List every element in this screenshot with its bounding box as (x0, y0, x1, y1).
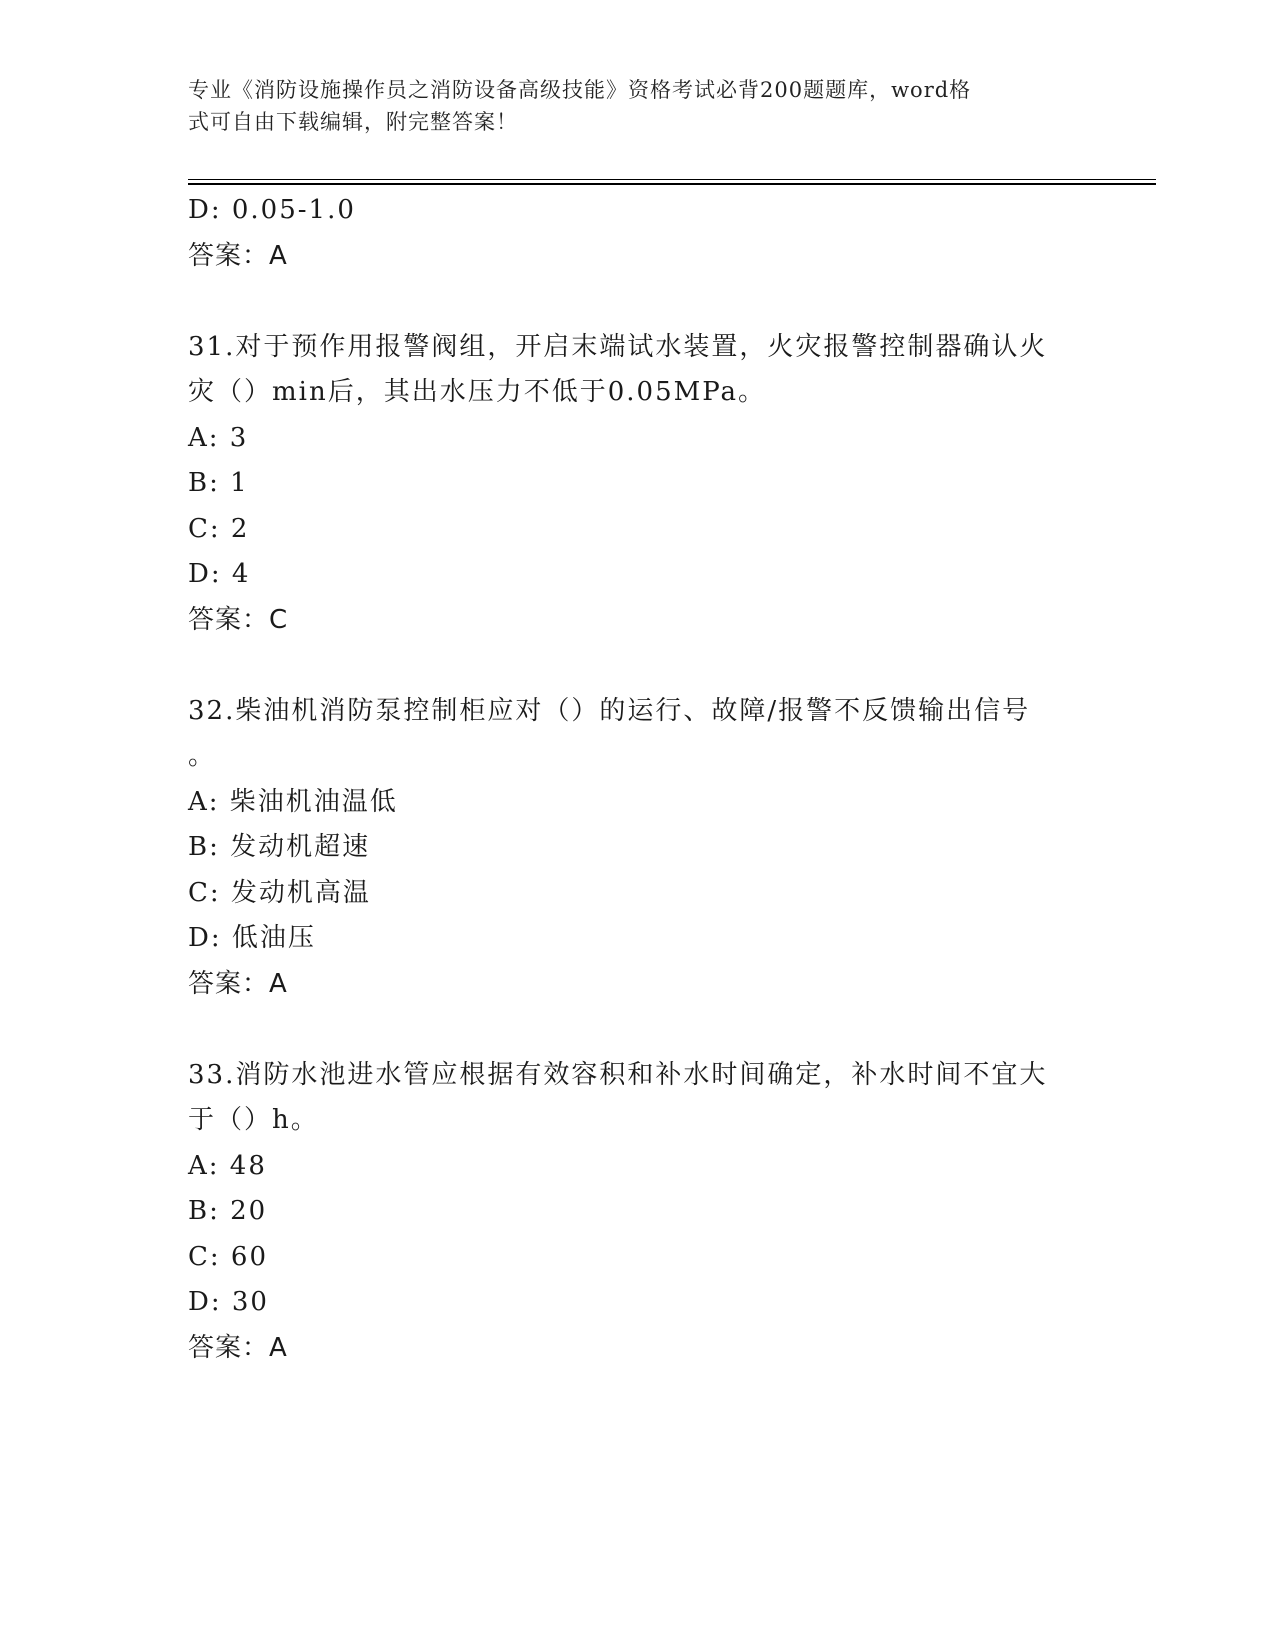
spacer (188, 1007, 1088, 1053)
option-a: A: 柴油机油温低 (188, 786, 398, 817)
option-d: D: 30 (188, 1287, 269, 1317)
question-text-line: 于（）h。 (188, 1105, 319, 1135)
question-text-line: 31.对于预作用报警阀组，开启末端试水装置，火灾报警控制器确认火 (188, 331, 1048, 362)
option-a: A: 3 (188, 422, 249, 453)
question-text-line: 32.柴油机消防泵控制柜应对（）的运行、故障/报警不反馈输出信号 (188, 695, 1031, 726)
option-b: B: 发动机超速 (188, 832, 371, 862)
header-divider-thick (188, 183, 1156, 185)
question-text-line: 33.消防水池进水管应根据有效容积和补水时间确定，补水时间不宜大 (188, 1059, 1048, 1090)
option-c: C: 60 (188, 1241, 269, 1272)
option-b: B: 1 (188, 468, 249, 498)
header-divider-thin (188, 179, 1156, 180)
question-33 (188, 1053, 1088, 1372)
answer-line: 答案：A (188, 968, 288, 999)
option-a: A: 48 (188, 1150, 267, 1181)
option-d: D: 低油压 (188, 923, 316, 953)
option-d: D: 4 (188, 559, 251, 589)
header-line-2: 式可自由下载编辑，附完整答案！ (188, 110, 518, 134)
question-list (188, 188, 1088, 1371)
question-text-line: 。 (188, 741, 217, 771)
question-31 (188, 325, 1088, 644)
spacer (188, 279, 1088, 325)
question-32 (188, 689, 1088, 1008)
answer-line: 答案：A (188, 1332, 288, 1363)
option-d: D: 0.05-1.0 (188, 195, 356, 225)
answer-line: 答案：C (188, 604, 289, 635)
header-line-1: 专业《消防设施操作员之消防设备高级技能》资格考试必背200题题库，word格 (188, 78, 972, 102)
question-text-line: 灾（）min后，其出水压力不低于0.05MPa。 (188, 377, 767, 407)
document-header (188, 74, 1068, 138)
option-b: B: 20 (188, 1196, 268, 1226)
option-c: C: 2 (188, 513, 250, 544)
answer-line: 答案：A (188, 240, 288, 271)
option-c: C: 发动机高温 (188, 877, 371, 908)
spacer (188, 643, 1088, 689)
